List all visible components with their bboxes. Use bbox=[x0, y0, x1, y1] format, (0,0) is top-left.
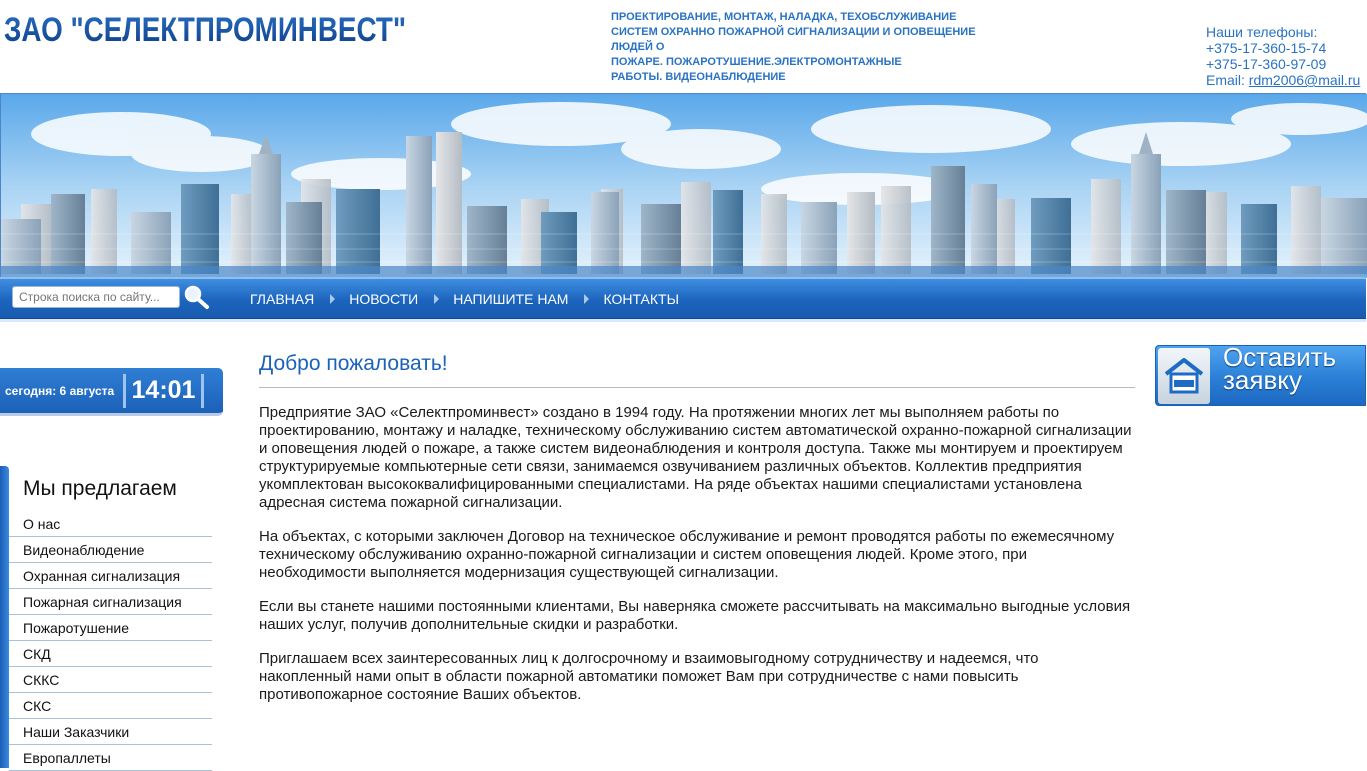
site-search-input[interactable] bbox=[12, 286, 180, 308]
phones-title: Наши телефоны: bbox=[1206, 24, 1318, 40]
sidebar-item-fire-extinguishing[interactable]: Пожаротушение bbox=[9, 615, 212, 641]
sidebar-accent-bar bbox=[0, 466, 9, 768]
nav-item-home[interactable]: ГЛАВНАЯ bbox=[250, 291, 315, 307]
today-date: сегодня: 6 августа bbox=[5, 384, 115, 398]
site-header bbox=[0, 0, 1366, 93]
tagline-line: ПРОЕКТИРОВАНИЕ, МОНТАЖ, НАЛАДКА, ТЕХОБСЛУЖИВАНИЕ bbox=[611, 11, 957, 23]
nav-item-news[interactable]: НОВОСТИ bbox=[349, 291, 419, 307]
phone-number: +375-17-360-97-09 bbox=[1206, 56, 1327, 72]
email-row bbox=[1206, 72, 1366, 88]
offer-title: Мы предлагаем bbox=[23, 477, 177, 500]
logo-text: ЗАО "СЕЛЕКТПРОМИНВЕСТ" bbox=[4, 11, 406, 49]
house-icon bbox=[1158, 348, 1210, 404]
clock-time: 14:01 bbox=[123, 374, 204, 408]
triangle-right-icon bbox=[330, 294, 335, 304]
content-paragraph: Предприятие ЗАО «Селектпроминвест» создано в 1994 году. На протяжении многих лет мы выполняем работы по проектированию, монтажу и наладке, техническому обслуживанию систем автоматической охранно-пожарной сигнализации и оповещения людей о пожаре, а также систем видеонаблюдения и контроля доступа. Также мы монтируем и проектируем структурируемые компьютерные сети связи, занимаемся озвучиванием различных объектов. Коллектив предприятия укомплектован высококвалифицированными специалистами. На ряде объектах нашими специалистами установлена адресная система пожарной сигнализации. bbox=[259, 404, 1132, 511]
sidebar-item-fire-alarm[interactable]: Пожарная сигнализация bbox=[9, 589, 212, 615]
tagline-line: ЛЮДЕЙ О bbox=[611, 41, 665, 53]
sidebar-item-skd[interactable]: СКД bbox=[9, 641, 212, 667]
sidebar-item-sks[interactable]: СКС bbox=[9, 693, 212, 719]
email-link[interactable]: rdm2006@mail.ru bbox=[1248, 72, 1361, 88]
leave-request-button[interactable] bbox=[1155, 342, 1366, 406]
triangle-right-icon bbox=[434, 294, 439, 304]
sidebar-item-about[interactable]: О нас bbox=[9, 511, 212, 537]
sidebar-item-europallets[interactable]: Европаллеты bbox=[9, 745, 212, 771]
content-paragraph: Если вы станете нашими постоянными клиентами, Вы наверняка сможете рассчитывать на максимально выгодные условия наших услуг, получив дополнительные скидки и разработки. bbox=[259, 598, 1131, 633]
sidebar-item-skks[interactable]: СККС bbox=[9, 667, 212, 693]
offer-menu bbox=[9, 511, 212, 771]
sidebar-item-security-alarm[interactable]: Охранная сигнализация bbox=[9, 563, 212, 589]
content-paragraph: Приглашаем всех заинтересованных лиц к долгосрочному и взаимовыгодному сотрудничеству и надеемся, что накопленный нами опыт в области пожарной автоматики поможет Вам при сотрудничестве с нами повысить противопожарное состояние Ваших объектов. bbox=[259, 650, 1039, 703]
house-icon-box bbox=[1158, 348, 1210, 404]
content-paragraph: На объектах, с которыми заключен Договор на техническое обслуживание и ремонт проводятся работы по ежемесячному техническому обслуживанию охранно-пожарной сигнализации и систем оповещения людей. Кроме этого, при необходимости выполняется модернизация существующей сигнализации. bbox=[259, 528, 1115, 581]
sidebar-item-video-surveillance[interactable]: Видеонаблюдение bbox=[9, 537, 212, 563]
nav-item-contacts[interactable]: КОНТАКТЫ bbox=[603, 291, 679, 307]
header-banner bbox=[0, 93, 1366, 277]
request-button-label bbox=[1223, 342, 1337, 395]
tagline-line: СИСТЕМ ОХРАННО ПОЖАРНОЙ СИГНАЛИЗАЦИИ И ОПОВЕЩЕНИЕ bbox=[611, 26, 976, 38]
nav-item-write-us[interactable]: НАПИШИТЕ НАМ bbox=[453, 291, 569, 307]
nav-menu bbox=[250, 279, 679, 319]
main-content bbox=[259, 352, 1135, 704]
date-time-widget bbox=[0, 368, 223, 416]
main-navbar bbox=[0, 277, 1366, 319]
phone-number: +375-17-360-15-74 bbox=[1206, 40, 1327, 56]
contact-info bbox=[1206, 24, 1366, 88]
triangle-right-icon bbox=[584, 294, 589, 304]
sidebar-item-customers[interactable]: Наши Заказчики bbox=[9, 719, 212, 745]
offer-sidebar bbox=[0, 466, 222, 768]
request-label-line2: заявку bbox=[1223, 365, 1302, 395]
company-tagline bbox=[611, 10, 991, 85]
tagline-line: ПОЖАРЕ. ПОЖАРОТУШЕНИЕ.ЭЛЕКТРОМОНТАЖНЫЕ bbox=[611, 56, 902, 68]
tagline-line: РАБОТЫ. ВИДЕОНАБЛЮДЕНИЕ bbox=[611, 71, 786, 83]
city-skyline-image bbox=[1, 94, 1367, 278]
request-label-line1: Оставить bbox=[1223, 342, 1337, 372]
page-title: Добро пожаловать! bbox=[259, 352, 1135, 388]
company-logo[interactable] bbox=[4, 8, 414, 48]
email-label: Email: bbox=[1206, 72, 1249, 88]
magnifier-icon[interactable] bbox=[182, 283, 210, 311]
